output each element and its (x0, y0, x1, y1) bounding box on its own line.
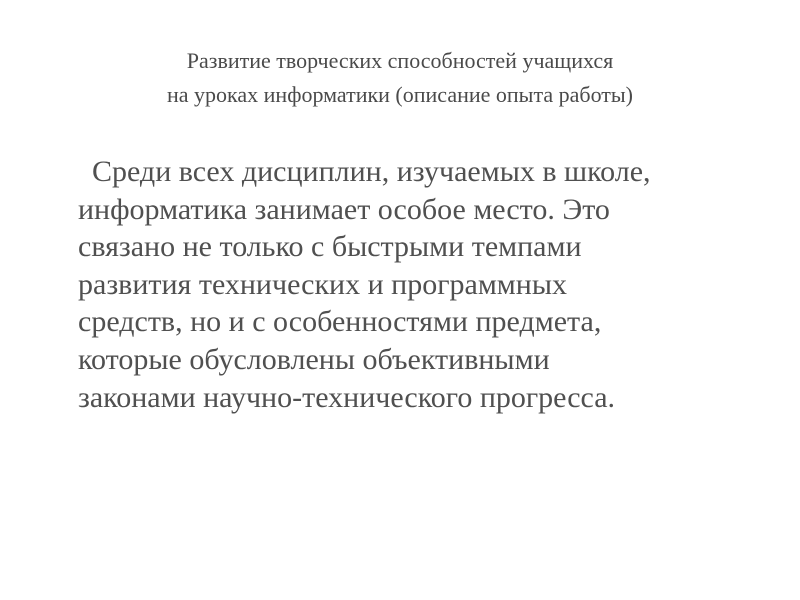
title-line: Развитие творческих способностей учащихся (186, 48, 614, 73)
body-line: связано не только с быстрыми темпами (78, 230, 582, 264)
body-line: средств, но и с особенностями предмета, (78, 305, 602, 339)
title-line: на уроках информатики (описание опыта работы) (166, 82, 634, 107)
body-line: законами научно-технического прогресса. (78, 380, 616, 414)
body-line: Среди всех дисциплин, изучаемых в школе, (92, 155, 651, 188)
body-line: информатика занимает особое место. Это (78, 192, 610, 226)
slide-title (0, 44, 800, 112)
body-line: которые обусловлены объективными (78, 342, 550, 376)
body-line: развития технических и программных (78, 267, 567, 301)
slide-body-text (78, 153, 778, 416)
